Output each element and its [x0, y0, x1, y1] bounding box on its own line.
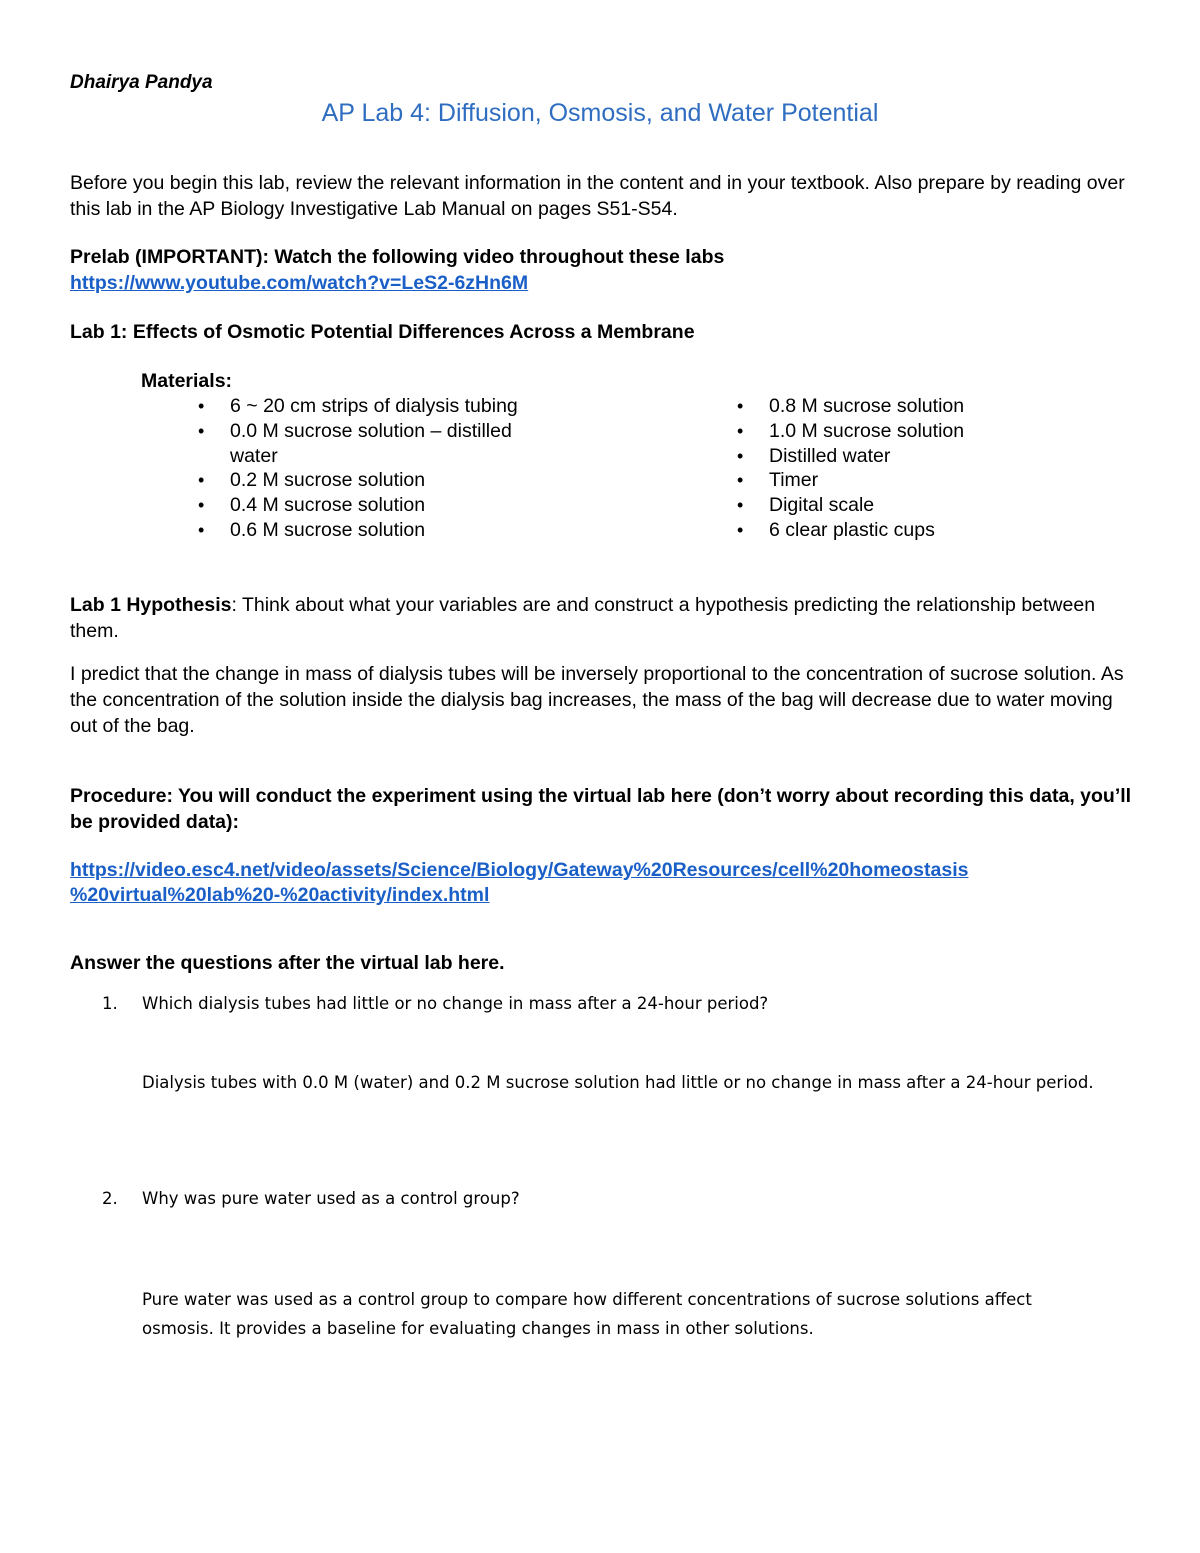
question-text: Which dialysis tubes had little or no change in mass after a 24-hour period? — [142, 994, 769, 1013]
procedure-heading: Procedure: You will conduct the experiment using the virtual lab here (don’t worry about recording this data, you’ll be provided data): — [70, 785, 1132, 833]
prelab-heading: Prelab (IMPORTANT): Watch the following video throughout these labs — [70, 246, 725, 268]
hypothesis-prompt — [70, 592, 1138, 644]
virtual-lab-link-line2[interactable]: %20virtual%20lab%20-%20activity/index.html — [70, 884, 490, 906]
prelab-video-link[interactable]: https://www.youtube.com/watch?v=LeS2-6zHn6M — [70, 272, 529, 294]
material-item: • 0.6 M sucrose solution — [198, 518, 543, 543]
question-number: 1. — [102, 994, 118, 1013]
page-title: AP Lab 4: Diffusion, Osmosis, and Water Potential — [321, 99, 879, 127]
materials-list-left — [198, 394, 543, 543]
questions-heading: Answer the questions after the virtual lab here. — [70, 952, 505, 974]
material-item: • 0.2 M sucrose solution — [198, 468, 543, 493]
hypothesis-answer: I predict that the change in mass of dialysis tubes will be inversely proportional to the concentration of sucrose solution. As the concentration of the solution inside the dialysis bag increases, the mass of the bag will decrease due to water moving out of the bag. — [70, 663, 1124, 737]
intro-paragraph: Before you begin this lab, review the relevant information in the content and in your textbook. Also prepare by reading over this lab in the AP Biology Investigative Lab Manual on pages S51-S54. — [70, 172, 1125, 220]
material-item: • 0.8 M sucrose solution — [737, 394, 1117, 419]
material-item: • 1.0 M sucrose solution — [737, 419, 1117, 444]
materials-list-right — [737, 394, 1117, 543]
material-item: • Timer — [737, 468, 1117, 493]
hypothesis-label: Lab 1 Hypothesis — [70, 594, 232, 616]
materials-label: Materials: — [141, 370, 233, 392]
material-item: • 6 ~ 20 cm strips of dialysis tubing — [198, 394, 543, 419]
material-item: • 0.0 M sucrose solution – distilled water — [198, 419, 543, 469]
virtual-lab-link-line1[interactable]: https://video.esc4.net/video/assets/Science/Biology/Gateway%20Resources/cell%20homeostasis — [70, 859, 969, 881]
material-item: • 6 clear plastic cups — [737, 518, 1117, 543]
answer-text: Dialysis tubes with 0.0 M (water) and 0.2 M sucrose solution had little or no change in mass after a 24-hour period. — [142, 1073, 1094, 1092]
material-item: • 0.4 M sucrose solution — [198, 493, 543, 518]
lab1-heading: Lab 1: Effects of Osmotic Potential Differences Across a Membrane — [70, 321, 695, 343]
answer-text: Pure water was used as a control group to compare how different concentrations of sucrose solutions affect osmosis. It provides a baseline for evaluating changes in mass in other solutions. — [142, 1290, 1032, 1338]
hypothesis-prompt-text: : Think about what your variables are and construct a hypothesis predicting the relationship between them. — [70, 594, 1096, 642]
material-item: • Digital scale — [737, 493, 1117, 518]
material-item: • Distilled water — [737, 444, 1117, 469]
author-name: Dhairya Pandya — [70, 72, 213, 93]
question-text: Why was pure water used as a control group? — [142, 1189, 520, 1208]
question-number: 2. — [102, 1189, 118, 1208]
